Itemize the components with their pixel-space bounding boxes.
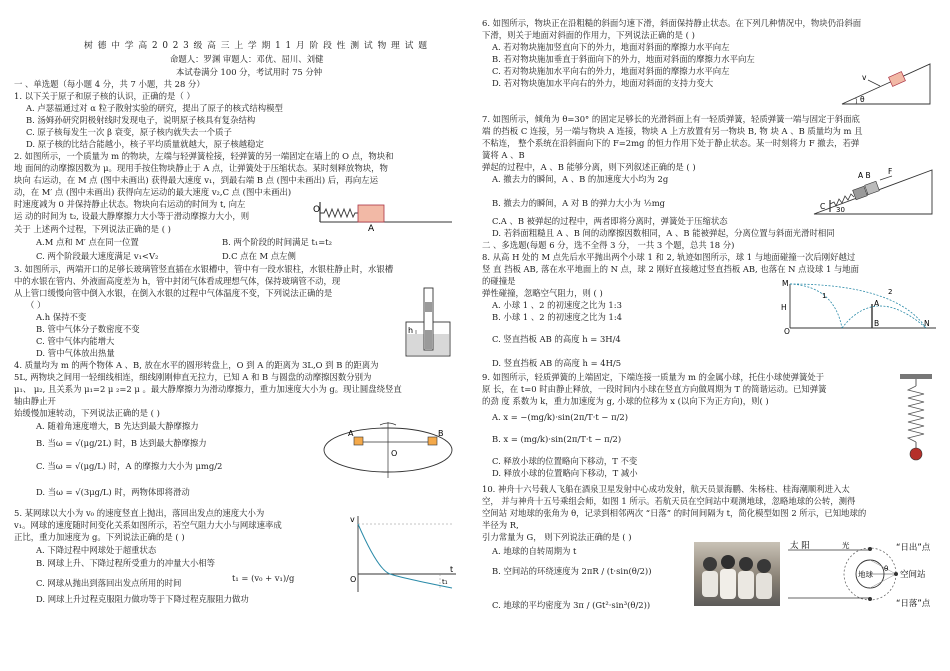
q7-line4: 簧将 A 、B xyxy=(482,150,525,160)
q10-fig-label-station: 空间站 xyxy=(900,570,926,580)
q3-line4: （ ） xyxy=(26,300,46,310)
q6-incline-figure xyxy=(840,56,934,108)
q9-line3: 的劲 度 系数为 k，重力加速度为 g, 小球的位移为 x (以向下为正方向)，则( ) xyxy=(482,396,769,406)
q10-line3: 空间站 对地球的张角为 θ，记录到相邻两次 “日落” 的时间间隔为 t，简化模型如图 2 所示，已知地球的 xyxy=(482,508,867,518)
q10-astronauts-photo xyxy=(694,542,780,606)
q3-option-a: A.h 保持不变 xyxy=(36,312,87,322)
q5-velocity-time-graph xyxy=(348,512,460,596)
q10-line2: 空， 并与神舟十五号乘组会师，如图 1 所示。若航天员在空间站中观测地球，忽略地球的公转，测得 xyxy=(482,496,856,506)
q10-fig-label-earth: 地球 xyxy=(858,570,873,579)
q7-option-b: B. 撤去力的瞬间，A 对 B 的弹力大小为 ½mg xyxy=(492,198,665,208)
q8-fig-label-m: M xyxy=(782,279,789,288)
q2-line5: 时速度减为 0 并保持静止状态。物块向右运动的时间为 t, 向左 xyxy=(14,199,246,209)
q3-line2: 中的水银在管内、外液面高度差为 h，管中封闭气体看成理想气体，保持玻璃管不动，现 xyxy=(14,276,341,286)
q10-line5: 引力常量为 G， 则下列说法正确的是 ( ) xyxy=(482,532,632,542)
q4-line4: 轴由静止开 xyxy=(14,396,56,406)
q4-line2: 5L, 两物块之间用一轻细线相连，细线刚刚伸直无拉力，已知 A 和 B 与圆盘的动摩擦因数分别为 xyxy=(14,372,372,382)
q9-line2: 原 长，在 t=0 时由静止释放，一段时间内小球在竖直方向做周期为 T 的简谐运动。已知弹簧 xyxy=(482,384,827,394)
q10-option-c: C. 地球的平均密度为 3π / (Gt²·sin³(θ/2)) xyxy=(492,600,651,610)
q8-fig-label-2: 2 xyxy=(888,288,893,296)
q6-option-c: C. 若对物块施加水平向右的外力，地面对斜面的摩擦力水平向左 xyxy=(492,66,730,76)
q2-line3: 块向 右运动，在 M 点 (图中未画出) 获得最大速度 v₁，到最右端 B 点 (图中未画出) 后，再向左运 xyxy=(14,175,379,185)
q1-option-c: C. 原子核每发生一次 β 衰变，原子核内就失去一个质子 xyxy=(26,127,232,137)
q9-option-d: D. 释放小球的位置略向下移动，T 减小 xyxy=(492,468,638,478)
q8-line4: 弹性碰撞，忽略空气阻力，则 ( ) xyxy=(482,288,603,298)
q4-line1: 4. 质量均为 m 的两个物体 A 、B, 放在水平的圆形转盘上，O 到 A 的距离为 3L,O 到 B 的距离为 xyxy=(14,360,379,370)
q4-line3: μ₁、 μ₂, 且关系为 μ₁=2 μ ₂=2 μ 。最大静摩擦力为滑动摩擦力，重力加速度大小为 g。现让圆盘绕竖直 xyxy=(14,384,402,394)
q1-stem: 1. 以下关于原子和原子核的认识，正确的是（ ） xyxy=(14,91,195,101)
q8-fig-label-a: A xyxy=(874,299,880,308)
q10-fig-label-light: 光 xyxy=(842,541,850,550)
q4-option-c: C. 当ω = √(μg/L) 时，A 的摩擦力大小为 μmg/2 xyxy=(36,461,223,471)
q1-option-d: D. 原子核的比结合能越小，核子平均质量就越大，原子核越稳定 xyxy=(26,139,264,149)
q4-option-d: D. 当ω = √(3μg/L) 时，两物体即将滑动 xyxy=(36,487,190,497)
q1-option-b: B. 汤姆孙研究阴极射线时发现电子，说明原子核具有复杂结构 xyxy=(26,115,256,125)
q7-fig-label-ab: A B xyxy=(858,171,871,180)
q5-fig-label-t: t xyxy=(450,565,454,574)
q7-line3: 不粘连， 整个系统在沿斜面向下的 F=2mg 的恒力作用下处于静止状态。某一时刻将力 F 撤去，若弹 xyxy=(482,138,860,148)
q6-option-a: A. 若对物块施加竖直向下的外力，地面对斜面的摩擦力水平向左 xyxy=(492,42,730,52)
q4-option-a: A. 随着角速度增大，B 先达到最大静摩擦力 xyxy=(36,421,199,431)
q2-line7: 关于 上述两个过程，下列说法正确的是 ( ) xyxy=(14,224,171,234)
q8-fig-label-b: B xyxy=(874,319,880,328)
q5-fig-label-v: v xyxy=(350,515,355,524)
q6-line1: 6. 如图所示，物块正在沿粗糙的斜面匀速下滑，斜面保持静止状态。在下列几种情况中，物块仍沿斜面 xyxy=(482,18,862,28)
q2-line1: 2. 如图所示，一个质量为 m 的物块，左端与轻弹簧栓接，轻弹簧的另一端固定在墙上的 O 点，物块和 xyxy=(14,151,394,161)
q2-line6: 运 动的时间为 t₂, 设最大静摩擦力大小等于滑动摩擦力大小，则 xyxy=(14,211,250,221)
q9-spring-ball-figure xyxy=(894,372,938,466)
q5-option-a: A. 下降过程中网球处于超重状态 xyxy=(36,545,157,555)
q6-line2: 下滑，则关于地面对斜面的作用力，下列说法正确的是 ( ) xyxy=(482,30,695,40)
q6-fig-label-v: v xyxy=(862,73,867,82)
q10-line1: 10. 神舟十六号载人飞船在酒泉卫星发射中心成功发射，航天员景海鹏、朱杨柱、桂海潮顺利进入太 xyxy=(482,484,850,494)
q5-fig-label-o: O xyxy=(350,575,357,584)
q6-option-b: B. 若对物块施加垂直于斜面向下的外力，地面对斜面的摩擦力水平向左 xyxy=(492,54,755,64)
q5-fig-label-t1: t₁ xyxy=(442,578,448,586)
q8-option-b: B. 小球 1 、2 的初速度之比为 1:4 xyxy=(492,312,623,322)
q7-option-a: A. 撤去力的瞬间，A 、B 的加速度大小均为 2g xyxy=(492,174,669,184)
q7-line5: 弹起的过程中，A 、B 能够分离，则下列叙述正确的是 ( ) xyxy=(482,162,696,172)
q8-fig-label-h: H xyxy=(781,303,787,312)
q10-fig-label-sunrise: “日出”点 xyxy=(896,543,931,553)
q8-option-d: D. 竖直挡板 AB 的高度 h = 4H/5 xyxy=(492,358,622,368)
section1-title: 一 、单选题（每小题 4 分，共 7 小题，共 28 分） xyxy=(14,79,205,89)
q2-fig-label-o: O xyxy=(313,205,321,215)
q10-fig-label-sunset: “日落”点 xyxy=(896,599,931,609)
q3-option-c: C. 管中气体内能增大 xyxy=(36,336,115,346)
q2-spring-block-figure xyxy=(310,198,458,232)
q2-option-b: B. 两个阶段的时间满足 t₁=t₂ xyxy=(222,237,332,247)
q3-line1: 3. 如图所示，两端开口的足够长玻璃管竖直插在水银槽中，管中有一段水银柱，水银柱静止时，水银槽 xyxy=(14,264,394,274)
q9-line1: 9. 如图所示，轻质弹簧的上端固定，下端连接一质量为 m 的金属小球，托住小球使弹簧处于 xyxy=(482,372,825,382)
q7-option-d: D. 若斜面粗糙且 A 、B 间的动摩擦因数相同，A 、B 能被弹起，分离位置与斜面光滑时相同 xyxy=(492,228,835,238)
q8-option-a: A. 小球 1 、2 的初速度之比为 1:3 xyxy=(492,300,622,310)
exam-authors: 命题人：罗渊 审题人：邓优、屈川、刘健 xyxy=(170,54,324,64)
section2-title: 二 、多选题(每题 6 分，选不全得 3 分， 一共 3 个题，总共 18 分) xyxy=(482,240,735,250)
q10-fig-label-theta: θ xyxy=(884,565,889,573)
q5-option-d: D. 网球上升过程克服阻力做功等于下降过程克服阻力做功 xyxy=(36,594,249,604)
q3-option-d: D. 管中气体放出热量 xyxy=(36,348,115,358)
q2-option-c: C. 两个阶段最大速度满足 v₁<V₂ xyxy=(36,251,159,261)
q7-fig-label-c: C xyxy=(820,202,826,211)
q9-option-b: B. x = (mg/k)·sin(2π/T·t − π/2) xyxy=(492,434,622,444)
q4-fig-label-a: A xyxy=(348,429,354,438)
q7-spring-incline-figure xyxy=(808,166,936,218)
q5-option-c-formula: t₁ = (v₀ + v₁)/g xyxy=(232,573,295,583)
q9-option-c: C. 释放小球的位置略向下移动，T 不变 xyxy=(492,456,638,466)
q8-fig-label-1: 1 xyxy=(822,292,827,300)
q10-orbit-diagram xyxy=(784,540,948,610)
q6-option-d: D. 若对物块施加水平向右的外力，地面对斜面的支持力变大 xyxy=(492,78,714,88)
q10-option-b: B. 空间站的环绕速度为 2πR / (t·sin(θ/2)) xyxy=(492,566,652,576)
q8-fig-label-n: N xyxy=(924,319,930,328)
q1-option-a: A. 卢瑟福通过对 α 粒子散射实验的研究，提出了原子的核式结构模型 xyxy=(26,103,283,113)
q7-line1: 7. 如图所示，倾角为 θ=30° 的固定足够长的光滑斜面上有一轻质弹簧，轻质弹簧一端与固定于斜面底 xyxy=(482,114,860,124)
q4-fig-label-b: B xyxy=(438,429,444,438)
q5-option-b: B. 网球上升、下降过程所受重力的冲量大小相等 xyxy=(36,558,215,568)
q7-line2: 端 的挡板 C 连接，另一端与物块 A 连接，物块 A 上方放置有另一物块 B, 物 块 A 、B 质量均为 m 且 xyxy=(482,126,863,136)
q8-fig-label-o: O xyxy=(784,327,790,334)
q6-fig-label-theta: θ xyxy=(860,95,865,104)
q4-fig-label-o: O xyxy=(391,449,398,458)
q3-fig-label-h: h xyxy=(408,326,414,335)
q8-line2: 竖 直 挡板 AB, 落在水平地面上的 N 点，球 2 刚好直接越过竖直挡板 AB, 也落在 N 点设球 1 与地面 xyxy=(482,264,860,274)
q4-turntable-figure xyxy=(320,420,456,480)
q2-fig-label-a: A xyxy=(368,224,375,232)
q8-line3: 的碰撞是 xyxy=(482,276,516,286)
q9-option-a: A. x = −(mg/k)·sin(2π/T·t − π/2) xyxy=(492,412,629,422)
q10-fig-label-sun: 太 阳 xyxy=(790,541,810,551)
q5-line1: 5. 某网球以大小为 v₀ 的速度竖直上抛出，落回出发点的速度大小为 xyxy=(14,508,265,518)
q3-option-b: B. 管中气体分子数密度不变 xyxy=(36,324,140,334)
q5-option-c: C. 网球从抛出到落回出发点所用的时间 xyxy=(36,578,182,588)
q8-projectile-figure xyxy=(776,276,940,334)
q7-fig-label-30: 30 xyxy=(836,206,845,214)
q2-line4: 动，在 M′ 点 (图中未画出) 获得向左运动的最大速度 v₂,C 点 (图中未画出) xyxy=(14,187,292,197)
q2-option-d: D.C 点在 M 点左侧 xyxy=(222,251,296,261)
q5-line2: v₁。网球的速度随时间变化关系如图所示，若空气阻力大小与网球速率成 xyxy=(14,520,282,530)
q3-mercury-tube-figure xyxy=(402,286,454,360)
exam-meta: 本试卷满分 100 分，考试用时 75 分钟 xyxy=(176,67,323,77)
q8-option-c: C. 竖直挡板 AB 的高度 h = 3H/4 xyxy=(492,334,621,344)
q10-option-a: A. 地球的自转周期为 t xyxy=(492,546,577,556)
q10-line4: 半径为 R, xyxy=(482,520,519,530)
q2-line2: 地 面间的动摩擦因数为 μ。现用手按住物块静止于 A 点，让弹簧处于压缩状态。某时刻释放物块，物 xyxy=(14,163,388,173)
q7-fig-label-f: F xyxy=(888,167,893,176)
q8-line1: 8. 从高 H 处的 M 点先后水平抛出两个小球 1 和 2, 轨迹如图所示，球 1 与地面碰撞一次后刚好越过 xyxy=(482,252,856,262)
q4-line5: 始缓慢加速转动，下列说法正确的是 ( ) xyxy=(14,408,160,418)
q3-line3: 从上管口缓慢向管中倒入水银，在倒入水银的过程中气体温度不变，下列说法正确的是 xyxy=(14,288,333,298)
q2-option-a: A.M 点和 M′ 点在同一位置 xyxy=(36,237,139,247)
q5-line3: 正比，重力加速度为 g。下列说法正确的是 ( ) xyxy=(14,532,185,542)
q4-option-b: B. 当ω = √(μg/2L) 时，B 达到最大静摩擦力 xyxy=(36,438,207,448)
q7-option-c: C.A 、B 被弹起的过程中，两者即将分离时，弹簧处于压缩状态 xyxy=(492,216,728,226)
exam-title: 树 德 中 学 高 2 0 2 3 级 高 三 上 学 期 1 1 月 阶 段 性 测 试 物 理 试 题 xyxy=(84,41,429,51)
